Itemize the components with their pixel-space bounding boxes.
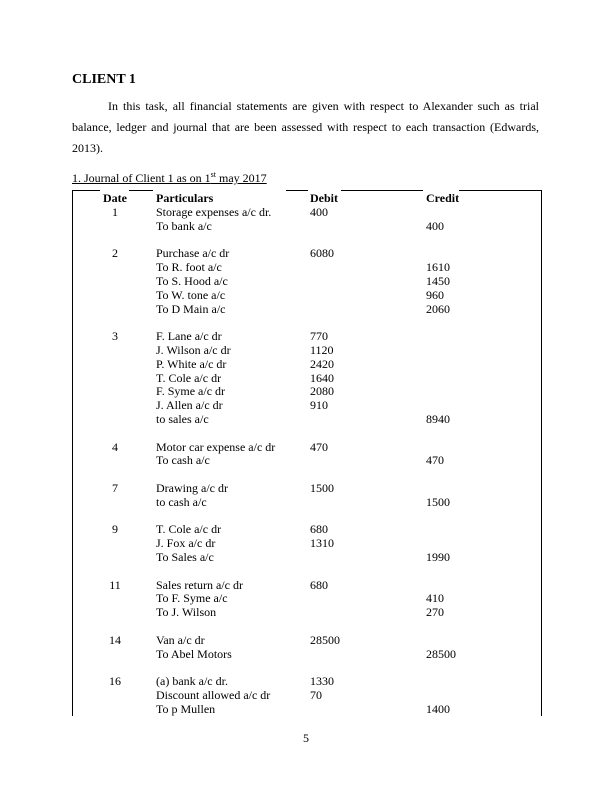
cell-credit: 1450 bbox=[426, 274, 450, 288]
cell-debit: 28500 bbox=[310, 632, 340, 647]
table-row bbox=[73, 591, 541, 605]
section-heading: CLIENT 1 bbox=[72, 72, 136, 87]
cell-particulars: T. Cole a/c dr bbox=[156, 370, 222, 385]
cell-particulars: T. Cole a/c dr bbox=[156, 522, 222, 537]
cell-particulars: To S. Hood a/c bbox=[156, 274, 228, 288]
table-row bbox=[73, 426, 541, 440]
table-row bbox=[73, 633, 541, 647]
cell-particulars: F. Syme a/c dr bbox=[156, 384, 226, 399]
header-debit: Debit bbox=[310, 191, 338, 205]
cell-particulars: P. White a/c dr bbox=[156, 356, 227, 371]
table-row bbox=[73, 371, 541, 385]
table-row bbox=[73, 702, 541, 716]
table-caption bbox=[72, 171, 267, 186]
page-number: 5 bbox=[303, 731, 309, 745]
cell-particulars: F. Lane a/c dr bbox=[156, 329, 222, 344]
table-row bbox=[73, 688, 541, 702]
cell-credit: 270 bbox=[426, 605, 444, 620]
cell-date: 2 bbox=[112, 246, 118, 261]
cell-credit: 28500 bbox=[426, 646, 456, 661]
cell-debit: 1120 bbox=[310, 343, 334, 357]
cell-debit: 680 bbox=[310, 577, 328, 592]
journal-table bbox=[72, 190, 542, 716]
cell-debit: 770 bbox=[310, 329, 328, 344]
cell-particulars: To Abel Motors bbox=[156, 646, 232, 661]
cell-particulars: to sales a/c bbox=[156, 412, 209, 426]
table-row bbox=[73, 467, 541, 481]
header-date: Date bbox=[103, 191, 127, 205]
table-row bbox=[73, 357, 541, 371]
cell-date: 3 bbox=[112, 329, 118, 344]
table-row bbox=[73, 260, 541, 274]
cell-debit: 1640 bbox=[310, 370, 334, 385]
table-row bbox=[73, 647, 541, 661]
cell-debit: 680 bbox=[310, 522, 328, 537]
cell-particulars: To D Main a/c bbox=[156, 301, 226, 316]
cell-particulars: to cash a/c bbox=[156, 494, 207, 509]
header-credit: Credit bbox=[426, 191, 460, 205]
table-header-row bbox=[73, 191, 541, 205]
cell-credit: 1500 bbox=[426, 494, 450, 509]
cell-debit: 1310 bbox=[310, 536, 334, 551]
cell-particulars: To R. foot a/c bbox=[156, 260, 222, 275]
cell-date: 4 bbox=[112, 439, 118, 454]
cell-credit: 960 bbox=[426, 287, 444, 302]
cell-particulars: To J. Wilson bbox=[156, 605, 217, 620]
cell-credit: 8940 bbox=[426, 412, 450, 426]
cell-date: 11 bbox=[109, 577, 121, 592]
table-row bbox=[73, 509, 541, 523]
cell-particulars: To Sales a/c bbox=[156, 550, 214, 564]
cell-debit: 1500 bbox=[310, 481, 334, 495]
cell-particulars: Purchase a/c dr bbox=[156, 246, 230, 261]
cell-particulars: To p Mullen bbox=[156, 701, 216, 716]
table-row bbox=[73, 205, 541, 219]
cell-particulars: To cash a/c bbox=[156, 453, 210, 468]
cell-particulars: J. Wilson a/c dr bbox=[156, 343, 231, 357]
table-row bbox=[73, 384, 541, 398]
caption-prefix: 1. Journal of Client 1 as on 1 bbox=[72, 171, 211, 185]
cell-particulars: Drawing a/c dr bbox=[156, 481, 228, 495]
cell-particulars: Motor car expense a/c dr bbox=[156, 439, 276, 454]
table-row bbox=[73, 246, 541, 260]
table-row bbox=[73, 564, 541, 578]
table-row bbox=[73, 412, 541, 426]
table-row bbox=[73, 288, 541, 302]
cell-credit: 400 bbox=[426, 218, 444, 233]
table-row bbox=[73, 522, 541, 536]
table-row bbox=[73, 674, 541, 688]
cell-particulars: J. Fox a/c dr bbox=[156, 536, 216, 551]
cell-particulars: Sales return a/c dr bbox=[156, 577, 243, 592]
table-row bbox=[73, 219, 541, 233]
cell-debit: 2080 bbox=[310, 384, 334, 399]
cell-particulars: (a) bank a/c dr. bbox=[156, 674, 228, 689]
cell-particulars: To bank a/c bbox=[156, 218, 212, 233]
caption-superscript: st bbox=[210, 170, 216, 179]
table-row bbox=[73, 302, 541, 316]
cell-credit: 1400 bbox=[426, 701, 450, 716]
cell-credit: 470 bbox=[426, 453, 444, 468]
table-row bbox=[73, 578, 541, 592]
cell-credit: 1990 bbox=[426, 550, 450, 564]
cell-credit: 1610 bbox=[426, 260, 450, 275]
cell-debit: 2420 bbox=[310, 356, 334, 371]
cell-debit: 6080 bbox=[310, 246, 334, 261]
table-row bbox=[73, 233, 541, 247]
cell-date: 16 bbox=[109, 674, 121, 689]
table-row bbox=[73, 440, 541, 454]
table-row bbox=[73, 550, 541, 564]
cell-particulars: To F. Syme a/c bbox=[156, 591, 228, 606]
header-particulars: Particulars bbox=[156, 191, 214, 205]
cell-date: 7 bbox=[112, 481, 118, 495]
cell-debit: 470 bbox=[310, 439, 328, 454]
cell-debit: 400 bbox=[310, 205, 328, 219]
table-row bbox=[73, 619, 541, 633]
cell-date: 9 bbox=[112, 522, 118, 537]
caption-suffix: may 2017 bbox=[216, 171, 267, 185]
cell-particulars: J. Allen a/c dr bbox=[156, 398, 223, 413]
cell-debit: 910 bbox=[310, 398, 328, 413]
cell-particulars: Discount allowed a/c dr bbox=[156, 688, 271, 702]
table-row bbox=[73, 343, 541, 357]
cell-debit: 1330 bbox=[310, 674, 334, 689]
table-row bbox=[73, 315, 541, 329]
cell-particulars: Storage expenses a/c dr. bbox=[156, 205, 272, 219]
table-row bbox=[73, 660, 541, 674]
cell-credit: 2060 bbox=[426, 301, 450, 316]
cell-credit: 410 bbox=[426, 591, 444, 606]
cell-debit: 70 bbox=[310, 688, 322, 702]
table-row bbox=[73, 536, 541, 550]
table-row bbox=[73, 495, 541, 509]
table-row bbox=[73, 453, 541, 467]
cell-particulars: To W. tone a/c bbox=[156, 287, 226, 302]
table-row bbox=[73, 605, 541, 619]
table-row bbox=[73, 398, 541, 412]
table-row bbox=[73, 329, 541, 343]
table-row bbox=[73, 274, 541, 288]
cell-date: 14 bbox=[109, 632, 121, 647]
cell-particulars: Van a/c dr bbox=[156, 632, 205, 647]
intro-paragraph: In this task, all financial statements are given with respect to Alexander such as trial balance, ledger and journal that are been assessed with respect to each transaction (Edwards, 2013). bbox=[72, 99, 539, 155]
cell-date: 1 bbox=[112, 205, 118, 219]
table-row bbox=[73, 481, 541, 495]
